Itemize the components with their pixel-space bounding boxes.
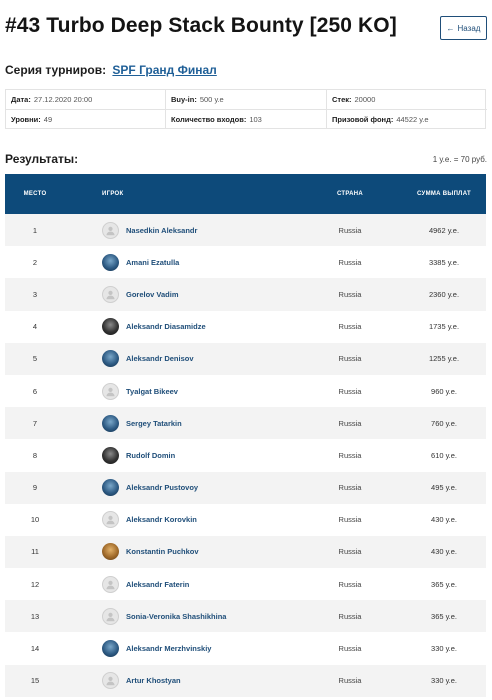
player-name-link[interactable]: Nasedkin Aleksandr [126,225,198,235]
table-header [5,174,486,214]
row-place: 7 [32,418,38,428]
player-name-link[interactable]: Rudolf Domin [126,450,176,460]
row-place: 1 [32,225,38,235]
default-avatar-icon [102,672,119,689]
player-name-link[interactable]: Aleksandr Diasamidze [126,322,206,332]
row-place: 13 [30,611,40,621]
series-link[interactable]: SPF Гранд Финал [112,63,217,77]
table-row [5,343,486,375]
series-line [5,63,217,77]
player-name-link[interactable]: Artur Khostyan [126,676,181,686]
info-buyin-label: Buy-in: [171,95,197,104]
table-row [5,214,486,246]
player-name-link[interactable]: Gorelov Vadim [126,289,179,299]
avatar [102,350,119,367]
avatar [102,640,119,657]
info-levels-label: Уровни: [11,115,41,124]
row-sum: 430 у.е. [431,515,457,525]
avatar [102,318,119,335]
table-row [5,311,486,343]
avatar [102,543,119,560]
row-player[interactable] [65,350,298,367]
row-country: Russia [338,644,362,654]
row-player[interactable] [65,543,298,560]
arrow-left-icon: ← [446,23,455,33]
info-levels-value: 49 [43,115,53,124]
table-row [5,439,486,471]
row-player[interactable] [65,415,298,432]
row-sum: 495 у.е. [431,483,457,493]
row-country: Russia [338,611,362,621]
player-name-link[interactable]: Tyalgat Bikeev [126,386,178,396]
row-player[interactable] [65,383,298,400]
info-buyin-value: 500 у.е [199,95,224,104]
row-country: Russia [338,257,362,267]
player-name-link[interactable]: Aleksandr Korovkin [126,515,197,525]
row-sum: 960 у.е. [431,386,457,396]
row-player[interactable] [65,318,298,335]
row-player[interactable] [65,640,298,657]
header-sum: СУММА ВЫПЛАТ [416,191,471,197]
row-place: 4 [32,322,38,332]
row-player[interactable] [65,222,298,239]
table-row [5,536,486,568]
back-button[interactable] [440,16,487,40]
default-avatar-icon [102,222,119,239]
table-row [5,632,486,664]
row-sum: 330 у.е. [431,644,457,654]
info-entries-value: 103 [249,115,262,124]
row-place: 8 [32,450,38,460]
exchange-rate: 1 у.е. = 70 руб. [432,155,487,164]
row-sum: 760 у.е. [431,418,457,428]
info-entries-label: Количество входов: [171,115,247,124]
row-sum: 610 у.е. [431,450,457,460]
results-title: Результаты: [5,152,79,166]
info-buyin [166,90,327,110]
row-player[interactable] [65,608,298,625]
default-avatar-icon [102,286,119,303]
info-prize-label: Призовой фонд: [332,115,394,124]
row-country: Russia [338,386,362,396]
info-prize-value: 44522 у.е [396,115,429,124]
row-country: Russia [338,322,362,332]
header-player: ИГРОК [102,191,124,197]
row-sum: 3385 у.е. [428,257,460,267]
header-country: СТРАНА [336,191,364,197]
row-player[interactable] [65,447,298,464]
default-avatar-icon [102,383,119,400]
row-country: Russia [338,450,362,460]
row-place: 15 [30,676,40,686]
player-name-link[interactable]: Konstantin Puchkov [126,547,199,557]
row-player[interactable] [65,511,298,528]
row-place: 6 [32,386,38,396]
row-sum: 1255 у.е. [428,354,460,364]
back-button-label: Назад [457,23,481,33]
header-place: МЕСТО [23,191,47,197]
row-country: Russia [338,483,362,493]
row-player[interactable] [65,672,298,689]
row-place: 3 [32,289,38,299]
table-row [5,246,486,278]
table-row [5,600,486,632]
row-place: 11 [31,547,39,557]
table-row [5,407,486,439]
row-place: 5 [32,354,38,364]
info-stack-value: 20000 [354,95,376,104]
player-name-link[interactable]: Aleksandr Pustovoy [126,483,199,493]
row-place: 10 [30,515,40,525]
table-row [5,504,486,536]
row-country: Russia [338,579,362,589]
row-sum: 330 у.е. [431,676,457,686]
row-place: 14 [30,644,40,654]
player-name-link[interactable]: Sonia-Veronika Shashikhina [126,611,227,621]
info-levels [6,110,166,129]
table-row [5,375,486,407]
default-avatar-icon [102,608,119,625]
table-body [5,214,486,697]
row-sum: 430 у.е. [431,547,457,557]
info-stack-label: Стек: [332,95,352,104]
default-avatar-icon [102,576,119,593]
info-date-value: 27.12.2020 20:00 [33,95,93,104]
row-player[interactable] [65,254,298,271]
info-entries [166,110,327,129]
results-table [5,174,486,697]
info-prize [327,110,487,129]
row-place: 9 [32,483,38,493]
row-sum: 1735 у.е. [428,322,460,332]
series-label: Серия турниров: [5,63,107,77]
avatar [102,415,119,432]
row-country: Russia [338,676,362,686]
row-sum: 365 у.е. [431,611,457,621]
table-row [5,472,486,504]
player-name-link[interactable]: Sergey Tatarkin [126,418,182,428]
row-country: Russia [338,354,362,364]
default-avatar-icon [102,511,119,528]
player-name-link[interactable]: Aleksandr Faterin [126,579,190,589]
row-sum: 365 у.е. [431,579,457,589]
table-row [5,665,486,697]
avatar [102,254,119,271]
row-country: Russia [338,515,362,525]
row-country: Russia [338,547,362,557]
row-sum: 4962 у.е. [428,225,460,235]
table-row [5,568,486,600]
row-place: 2 [32,257,38,267]
row-place: 12 [30,579,40,589]
player-name-link[interactable]: Aleksandr Denisov [126,354,194,364]
row-country: Russia [338,418,362,428]
tournament-info [5,89,486,129]
row-sum: 2360 у.е. [428,289,460,299]
info-stack [327,90,487,110]
player-name-link[interactable]: Aleksandr Merzhvinskiy [126,644,212,654]
player-name-link[interactable]: Amani Ezatulla [126,257,180,267]
table-row [5,278,486,310]
row-country: Russia [338,289,362,299]
info-date [6,90,166,110]
row-country: Russia [338,225,362,235]
avatar [102,447,119,464]
page-title: #43 Turbo Deep Stack Bounty [250 KO] [5,14,397,37]
row-player[interactable] [65,479,298,496]
avatar [102,479,119,496]
row-player[interactable] [65,576,298,593]
info-date-label: Дата: [11,95,31,104]
row-player[interactable] [65,286,298,303]
